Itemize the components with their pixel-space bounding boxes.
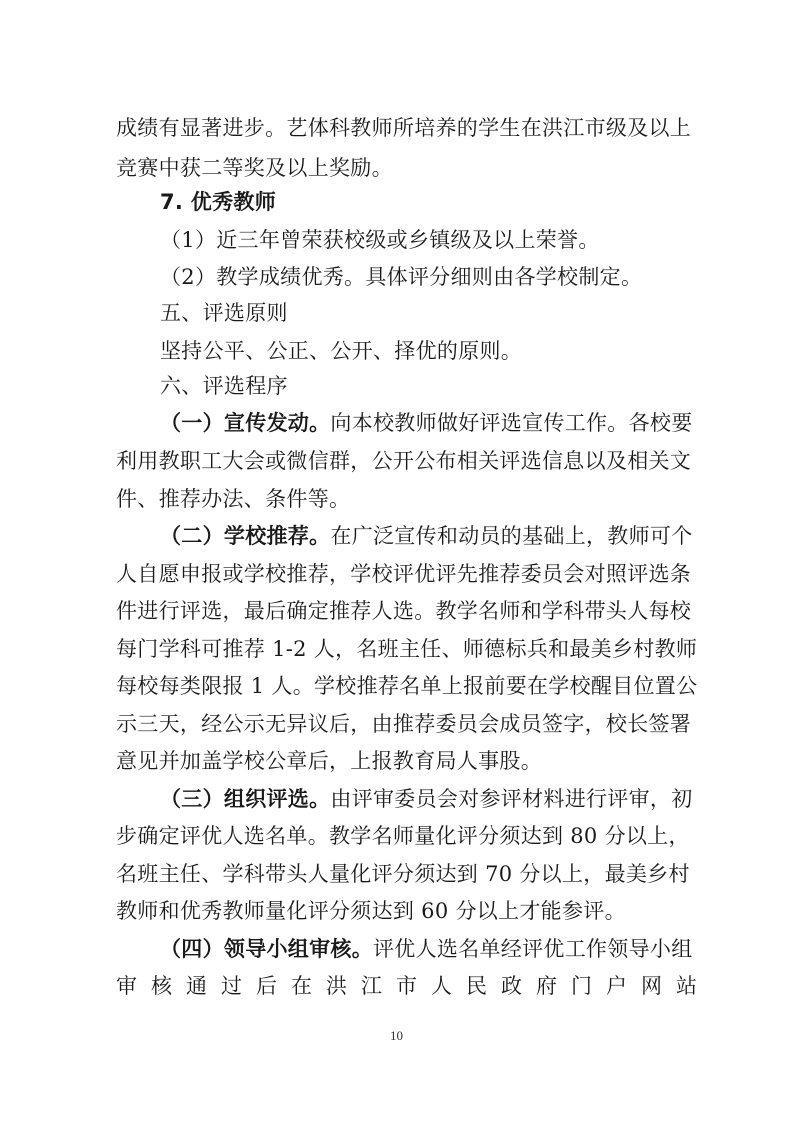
- paragraph-text: 向本校教师做好评选宣传工作。各校要: [330, 411, 693, 435]
- text-line: 审核通过后在洪江市人民政府门户网站: [116, 974, 711, 998]
- text-line: 坚持公平、公正、公开、择优的原则。: [160, 339, 523, 363]
- text-line: （1）近三年曾荣获校级或乡镇级及以上荣誉。: [160, 228, 600, 252]
- text-line: 人自愿申报或学校推荐，学校评优评先推荐委员会对照评选条: [116, 562, 692, 586]
- text-line: 每门学科可推荐 1-2 人，名班主任、师德标兵和最美乡村教师: [116, 637, 698, 661]
- page-number: 10: [390, 1028, 403, 1043]
- text-line: 名班主任、学科带头人量化评分须达到 70 分以上，最美乡村: [116, 862, 690, 886]
- paragraph-text: 评优人选名单经评优工作领导小组: [373, 937, 693, 961]
- paragraph-text: 在广泛宣传和动员的基础上，教师可个: [330, 524, 693, 548]
- paragraph-evaluation-line: [160, 785, 693, 813]
- section-heading-procedure: 六、评选程序: [160, 374, 288, 398]
- text-line: 示三天，经公示无异议后，由推荐委员会成员签字，校长签署: [116, 712, 692, 736]
- paragraph-lead: （二）学校推荐。: [160, 524, 331, 548]
- text-line: 步确定评优人选名单。教学名师量化评分须达到 80 分以上，: [116, 824, 690, 848]
- text-line: 教师和优秀教师量化评分须达到 60 分以上才能参评。: [116, 899, 626, 923]
- text-line: 每校每类限报 1 人。学校推荐名单上报前要在学校醒目位置公: [116, 674, 698, 698]
- text-line: 件进行评选，最后确定推荐人选。教学名师和学科带头人每校: [116, 599, 692, 623]
- paragraph-review-line: [160, 935, 693, 963]
- text-line: 意见并加盖学校公章后，上报教育局人事股。: [116, 749, 542, 773]
- paragraph-lead: （一）宣传发动。: [160, 411, 331, 435]
- text-line: 竞赛中获二等奖及以上奖励。: [116, 156, 393, 180]
- paragraph-lead: （四）领导小组审核。: [160, 937, 373, 961]
- paragraph-text: 由评审委员会对参评材料进行评审，初: [330, 787, 693, 811]
- text-line: 利用教职工大会或微信群，公开公布相关评选信息以及相关文: [116, 449, 692, 473]
- paragraph-lead: （三）组织评选。: [160, 787, 331, 811]
- text-line: （2）教学成绩优秀。具体评分细则由各学校制定。: [160, 265, 643, 289]
- paragraph-publicity-line: [160, 409, 693, 437]
- section-heading-excellent-teacher: 7. 优秀教师: [160, 190, 276, 214]
- section-heading-principles: 五、评选原则: [160, 301, 288, 325]
- text-line: 件、推荐办法、条件等。: [116, 487, 351, 511]
- text-line: 成绩有显著进步。艺体科教师所培养的学生在洪江市级及以上: [116, 116, 692, 140]
- paragraph-recommend-line: [160, 522, 693, 550]
